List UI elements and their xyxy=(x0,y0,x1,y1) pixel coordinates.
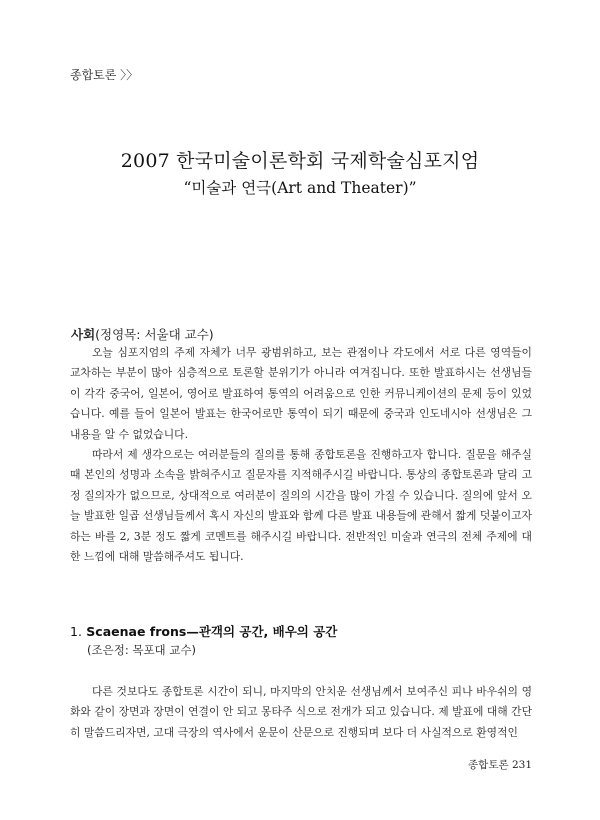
symposium-subtitle: “미술과 연극(Art and Theater)” xyxy=(183,179,417,197)
section-text xyxy=(70,682,532,743)
section-number: 1. xyxy=(70,624,82,639)
section-paragraph: 다른 것보다도 종합토론 시간이 되니, 마지막의 안치운 선생님께서 보여주신 피나 바우쉬의 영화와 같이 장면과 장면이 연결이 안 되고 몽타주 식으로 전개가 되고 있습니다. 제 발표에 대해 간단히 말씀드리자면, 고대 극장의 역사에서 운문이 산문으로 진행되며 보다 더 사실적으로 환영적인 xyxy=(70,685,532,739)
symposium-title: 2007 한국미술이론학회 국제학술심포지엄 xyxy=(120,150,480,172)
moderator-detail: (정영목: 서울대 교수) xyxy=(95,327,214,342)
intro-paragraph: 오늘 심포지엄의 주제 자체가 너무 광범위하고, 보는 관점이나 각도에서 서로 다른 영역들이 교차하는 부분이 많아 심층적으로 토론할 분위기가 아니라 여겨집니다. 또한 발표하시는 선생님들이 각각 중국어, 일본어, 영어로 발표하여 통역의 어려움으로 인한 커뮤니케이션의 문제 등이 있었습니다. 예를 들어 일본어 발표는 한국어로만 통역이 되기 때문에 중국과 인도네시아 선생님은 그 내용을 알 수 없었습니다. xyxy=(70,346,532,441)
intro-paragraph: 따라서 제 생각으로는 여러분들의 질의를 통해 종합토론을 진행하고자 합니다. 질문을 해주실 때 본인의 성명과 소속을 밝혀주시고 질문자를 지적해주시길 바랍니다. 통상의 종합토론과 달리 고정 질의자가 없으므로, 상대적으로 여러분이 질의의 시간을 많이 가질 수 있습니다. 질의에 앞서 오늘 발표한 일곱 선생님들께서 혹시 자신의 발표와 함께 다른 발표 내용들에 관해서 짧게 덧붙이고자 하는 바를 2, 3분 정도 짧게 코멘트를 해주시길 바랍니다. 전반적인 미술과 연극의 전체 주제에 대한 느낌에 대해 말씀해주셔도 됩니다. xyxy=(70,448,532,564)
running-head: 종합토론 〉〉 xyxy=(70,68,139,82)
section-heading xyxy=(70,622,337,640)
section-title: Scaenae frons—관객의 공간, 배우의 공간 xyxy=(86,624,338,639)
section-speaker: (조은정: 목포대 교수) xyxy=(87,643,197,657)
intro-text xyxy=(70,343,532,567)
moderator-label: 사회 xyxy=(71,327,96,342)
page-footer xyxy=(468,757,532,772)
title-block xyxy=(0,146,600,198)
footer-label: 종합토론 xyxy=(468,759,509,771)
moderator-line xyxy=(71,325,214,343)
page-number: 231 xyxy=(511,759,532,771)
